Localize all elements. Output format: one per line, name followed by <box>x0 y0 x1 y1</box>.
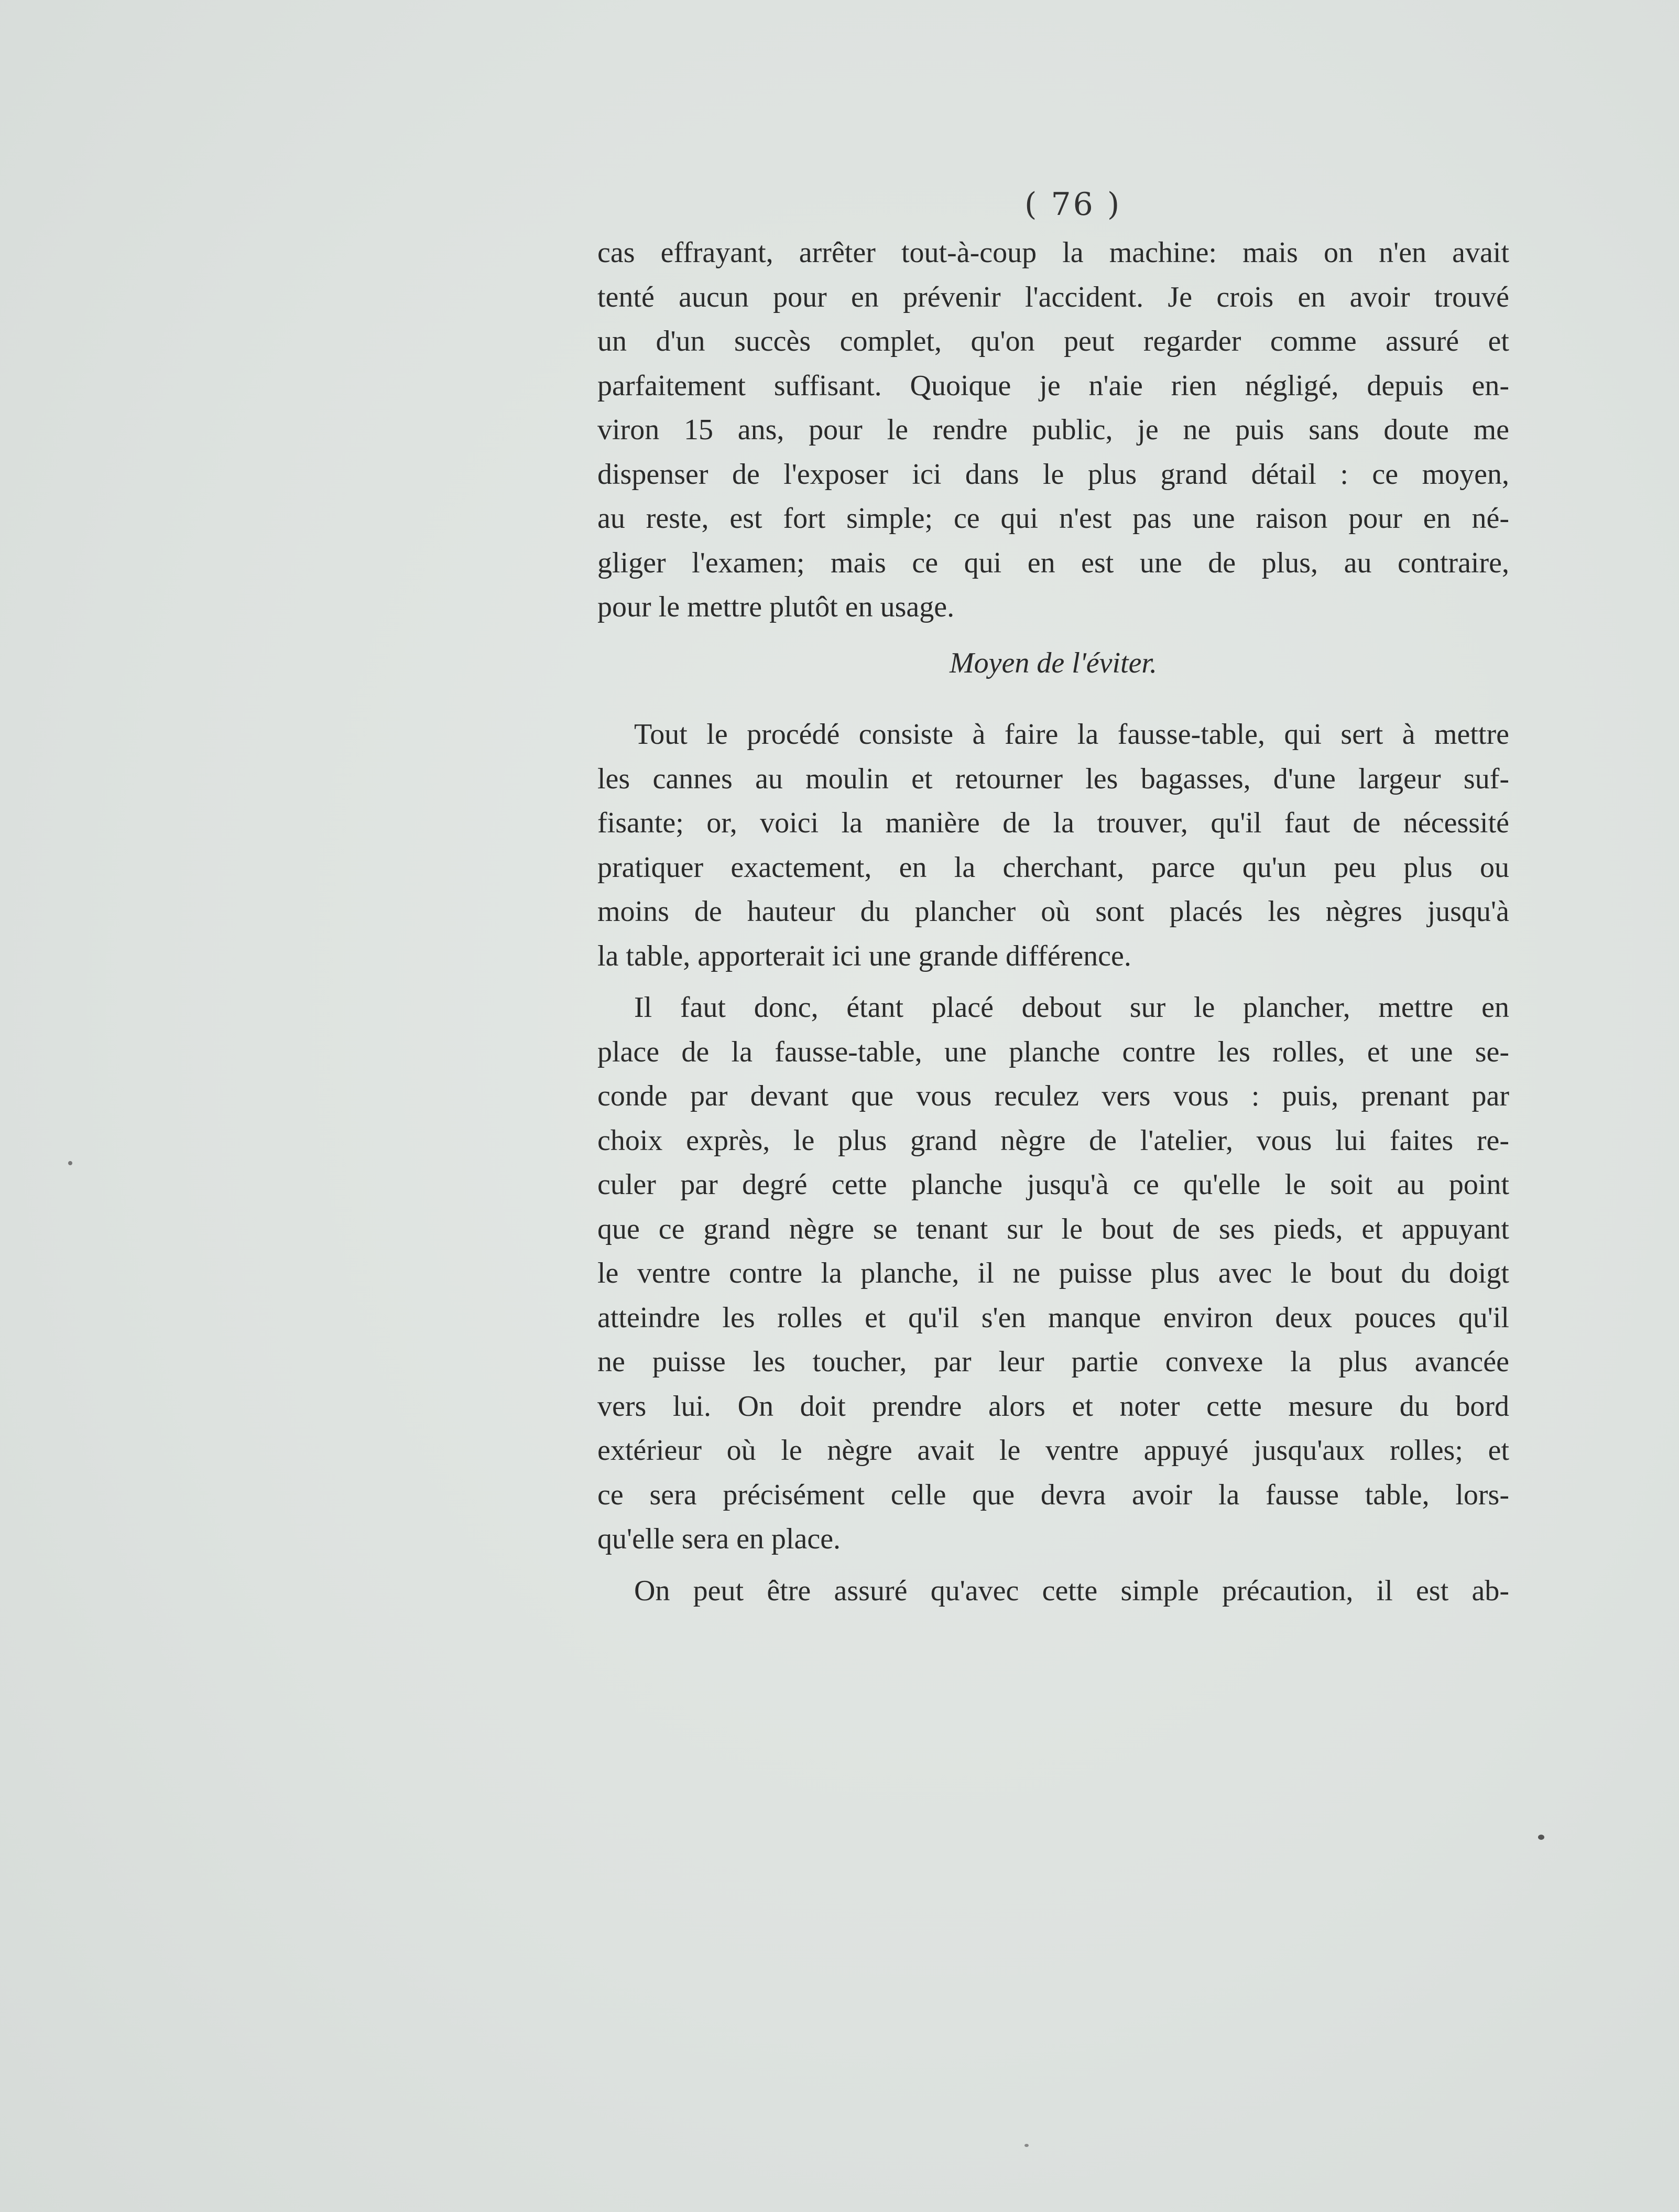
text-line: au reste, est fort simple; ce qui n'est pas une raison pour en né- <box>597 502 1509 535</box>
paper-speck <box>1024 2144 1029 2147</box>
text-line: place de la fausse-table, une planche contre les rolles, et une se- <box>597 1035 1509 1068</box>
paragraph-1 <box>597 231 1509 630</box>
text-line: culer par degré cette planche jusqu'à ce qu'elle le soit au point <box>597 1168 1509 1201</box>
text-line: dispenser de l'exposer ici dans le plus grand détail : ce moyen, <box>597 458 1509 491</box>
paragraph-gap <box>597 978 1509 985</box>
body-text <box>597 231 1509 1613</box>
text-line: Tout le procédé consiste à faire la fausse-table, qui sert à mettre <box>634 718 1509 751</box>
text-line: gliger l'examen; mais ce qui en est une de plus, au contraire, <box>597 546 1509 579</box>
text-line: tenté aucun pour en prévenir l'accident. Je crois en avoir trouvé <box>597 280 1509 313</box>
text-line: viron 15 ans, pour le rendre public, je ne puis sans doute me <box>597 414 1509 446</box>
text-line: un d'un succès complet, qu'on peut regarder comme assuré et <box>597 325 1509 357</box>
text-line: qu'elle sera en place. <box>597 1523 841 1555</box>
text-line: pratiquer exactement, en la cherchant, parce qu'un peu plus ou <box>597 851 1509 884</box>
text-line: pour le mettre plutôt en usage. <box>597 591 955 623</box>
text-line: Il faut donc, étant placé debout sur le plancher, mettre en <box>634 991 1509 1024</box>
section-heading: Moyen de l'éviter. <box>949 646 1158 679</box>
text-line: parfaitement suffisant. Quoique je n'aie rien négligé, depuis en- <box>597 369 1509 402</box>
paragraph-2 <box>597 712 1509 978</box>
text-line: choix exprès, le plus grand nègre de l'atelier, vous lui faites re- <box>597 1124 1509 1157</box>
text-line: que ce grand nègre se tenant sur le bout de ses pieds, et appuyant <box>597 1212 1509 1245</box>
text-line: atteindre les rolles et qu'il s'en manque environ deux pouces qu'il <box>597 1301 1509 1334</box>
paper-speck <box>68 1161 72 1165</box>
text-line: ne puisse les toucher, par leur partie convexe la plus avancée <box>597 1346 1509 1378</box>
text-line: les cannes au moulin et retourner les bagasses, d'une largeur suf- <box>597 762 1509 795</box>
text-line: la table, apporterait ici une grande différence. <box>597 939 1131 972</box>
text-line: ce sera précisément celle que devra avoir la fausse table, lors- <box>597 1478 1509 1511</box>
text-line: fisante; or, voici la manière de la trouver, qu'il faut de nécessité <box>597 807 1509 839</box>
paragraph-3 <box>597 985 1509 1562</box>
paper-speck <box>1538 1835 1544 1840</box>
page-number: ( 76 ) <box>1024 186 1122 223</box>
text-line: cas effrayant, arrêter tout-à-coup la machine: mais on n'en avait <box>597 236 1509 269</box>
text-line: vers lui. On doit prendre alors et noter cette mesure du bord <box>597 1390 1509 1423</box>
text-line: conde par devant que vous reculez vers vous : puis, prenant par <box>597 1080 1509 1112</box>
text-line: extérieur où le nègre avait le ventre appuyé jusqu'aux rolles; et <box>597 1434 1509 1467</box>
text-line: On peut être assuré qu'avec cette simple précaution, il est ab- <box>634 1574 1509 1607</box>
paragraph-gap <box>597 1562 1509 1569</box>
paragraph-4 <box>597 1569 1509 1613</box>
text-line: moins de hauteur du plancher où sont placés les nègres jusqu'à <box>597 895 1509 928</box>
text-line: le ventre contre la planche, il ne puisse plus avec le bout du doigt <box>597 1257 1509 1289</box>
